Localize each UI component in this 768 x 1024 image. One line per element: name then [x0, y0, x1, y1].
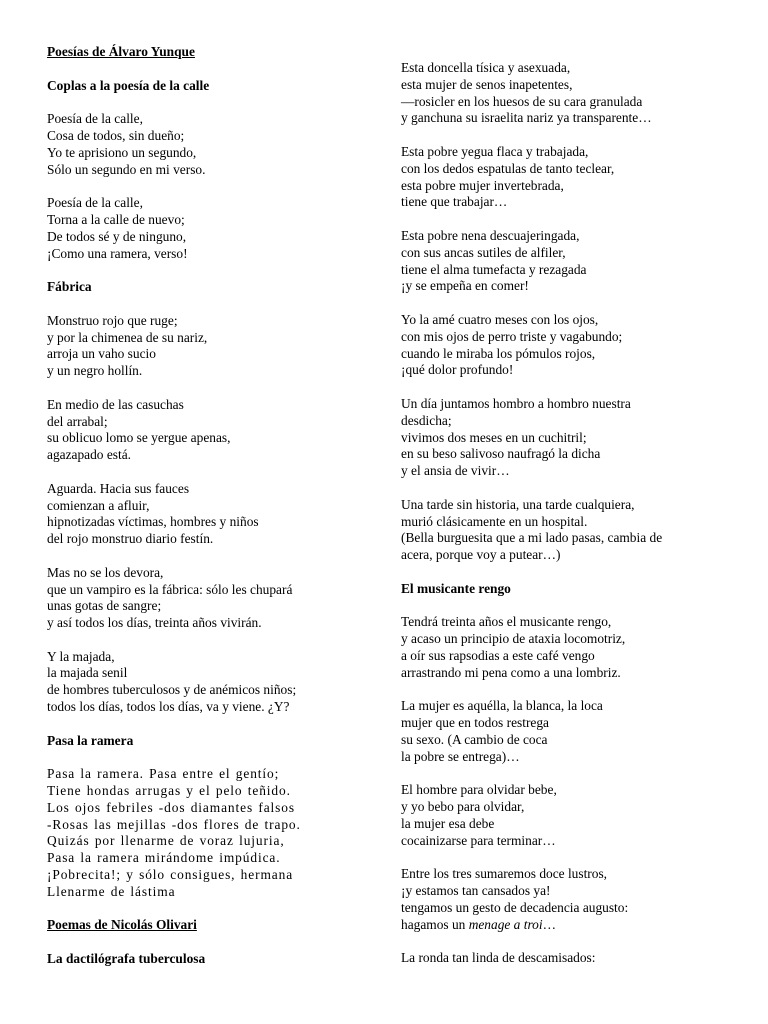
poem-line: cuando le miraba los pómulos rojos,	[401, 345, 596, 361]
poem-line: ¡Pobrecita!; y sólo consigues, hermana	[47, 867, 294, 883]
blank-line	[47, 380, 362, 397]
line-tail: …	[542, 916, 556, 932]
poem-line: su oblicuo lomo se yergue apenas,	[47, 430, 231, 446]
poem-line: Pasa la ramera. Pasa entre el gentío;	[47, 766, 280, 782]
poem-line: acera, porque voy a putear…)	[401, 547, 561, 563]
poem-line: Quizás por llenarme de voraz lujuria,	[47, 833, 285, 849]
poem-line: la pobre se entrega)…	[401, 748, 520, 764]
poem-line: de hombres tuberculosos y de anémicos niños;	[47, 682, 297, 698]
poem-line: su sexo. (A cambio de coca	[401, 731, 548, 747]
poem-line: En medio de las casuchas	[47, 396, 184, 412]
poem-line: Un día juntamos hombro a hombro nuestra	[401, 395, 631, 411]
poem-line: Poesía de la calle,	[47, 195, 143, 211]
poem-line: —rosicler en los huesos de su cara granulada	[401, 93, 643, 109]
blank-line	[47, 61, 362, 78]
poem-line: y ganchuna su israelita nariz ya transparente…	[401, 110, 652, 126]
poem-line: El hombre para olvidar bebe,	[401, 782, 557, 798]
blank-line	[47, 716, 362, 733]
blank-line	[401, 681, 731, 698]
poem-line: hagamos un menage a troi…	[401, 916, 556, 932]
poem-line: la majada senil	[47, 665, 128, 681]
right-column	[401, 60, 731, 967]
section-heading: Coplas a la poesía de la calle	[47, 77, 210, 93]
poem-line: agazapado está.	[47, 447, 132, 463]
poem-line: arrastrando mi pena como a una lombriz.	[401, 664, 621, 680]
poem-line: todos los días, todos los días, va y viene. ¿Y?	[47, 699, 290, 715]
poem-line: Monstruo rojo que ruge;	[47, 312, 178, 328]
poem-line: vivimos dos meses en un cuchitril;	[401, 429, 587, 445]
blank-line	[401, 598, 731, 615]
poem-line: Esta pobre yegua flaca y trabajada,	[401, 143, 589, 159]
blank-line	[401, 480, 731, 497]
section-heading: Pasa la ramera	[47, 732, 134, 748]
left-column	[47, 44, 362, 968]
poem-line: Llenarme de lástima	[47, 883, 176, 899]
poem-line: con mis ojos de perro triste y vagabundo;	[401, 328, 623, 344]
poem-line: Yo la amé cuatro meses con los ojos,	[401, 311, 599, 327]
poem-line: en su beso salivoso naufragó la dicha	[401, 446, 601, 462]
poem-line: ¡y estamos tan cansados ya!	[401, 883, 551, 899]
poem-line: Tiene hondas arrugas y el pelo teñido.	[47, 783, 291, 799]
poem-line: y así todos los días, treinta años vivirán.	[47, 615, 262, 631]
poem-line: y un negro hollín.	[47, 363, 143, 379]
blank-line	[47, 464, 362, 481]
poem-line: tengamos un gesto de decadencia augusto:	[401, 899, 629, 915]
poem-line: Torna a la calle de nuevo;	[47, 211, 185, 227]
poem-line: Tendrá treinta años el musicante rengo,	[401, 614, 612, 630]
poem-line: del arrabal;	[47, 413, 108, 429]
poem-line: con sus ancas sutiles de alfiler,	[401, 244, 566, 260]
poem-line: La mujer es aquélla, la blanca, la loca	[401, 698, 603, 714]
blank-line	[401, 564, 731, 581]
blank-line	[401, 379, 731, 396]
blank-line	[401, 295, 731, 312]
poem-line: comienzan a afluir,	[47, 497, 150, 513]
poem-line: esta pobre mujer invertebrada,	[401, 177, 564, 193]
blank-line	[401, 127, 731, 144]
poem-line: De todos sé y de ninguno,	[47, 228, 187, 244]
blank-line	[47, 901, 362, 918]
poem-line: esta mujer de senos inapetentes,	[401, 76, 573, 92]
poem-line: Yo te aprisiono un segundo,	[47, 144, 197, 160]
poem-line: que un vampiro es la fábrica: sólo les chupará	[47, 581, 293, 597]
poem-line: -Rosas las mejillas -dos flores de trapo.	[47, 816, 301, 832]
blank-line	[401, 933, 731, 950]
poem-line: unas gotas de sangre;	[47, 598, 162, 614]
poem-line: Poesía de la calle,	[47, 111, 143, 127]
poem-line: Los ojos febriles -dos diamantes falsos	[47, 799, 295, 815]
poem-line: y por la chimenea de su nariz,	[47, 329, 208, 345]
poem-line: tiene el alma tumefacta y rezagada	[401, 261, 587, 277]
poem-line: mujer que en todos restrega	[401, 715, 549, 731]
blank-line	[47, 178, 362, 195]
section-heading: La dactilógrafa tuberculosa	[47, 951, 206, 967]
poem-line: Aguarda. Hacia sus fauces	[47, 480, 190, 496]
blank-line	[47, 296, 362, 313]
poem-line: (Bella burguesita que a mi lado pasas, cambia de	[401, 530, 663, 546]
collection-heading: Poesías de Álvaro Yunque	[47, 44, 195, 59]
poem-line: Sólo un segundo en mi verso.	[47, 161, 206, 177]
poem-line: hipnotizadas víctimas, hombres y niños	[47, 514, 259, 530]
poem-line: la mujer esa debe	[401, 815, 495, 831]
blank-line	[47, 749, 362, 766]
blank-line	[401, 765, 731, 782]
poem-line: tiene que trabajar…	[401, 194, 508, 210]
blank-line	[47, 934, 362, 951]
poem-line: ¡y se empeña en comer!	[401, 278, 529, 294]
section-heading: Fábrica	[47, 279, 92, 295]
collection-heading: Poemas de Nicolás Olivari	[47, 917, 197, 933]
poem-line: Pasa la ramera mirándome impúdica.	[47, 850, 281, 866]
blank-line	[47, 548, 362, 565]
blank-line	[47, 632, 362, 649]
poem-line: ¡Como una ramera, verso!	[47, 245, 188, 261]
blank-line	[47, 262, 362, 279]
poem-line: La ronda tan linda de descamisados:	[401, 950, 596, 966]
section-heading: El musicante rengo	[401, 580, 511, 596]
poem-line: Y la majada,	[47, 648, 115, 664]
poem-line: desdicha;	[401, 412, 452, 428]
blank-line	[47, 94, 362, 111]
poem-line: y acaso un principio de ataxia locomotriz,	[401, 631, 626, 647]
poem-line: cocainizarse para terminar…	[401, 832, 556, 848]
poem-line: arroja un vaho sucio	[47, 346, 156, 362]
poem-line: murió clásicamente en un hospital.	[401, 513, 588, 529]
poem-line: Mas no se los devora,	[47, 564, 164, 580]
poem-line: y el ansia de vivir…	[401, 463, 510, 479]
blank-line	[401, 211, 731, 228]
poem-line: ¡qué dolor profundo!	[401, 362, 514, 378]
poem-line: del rojo monstruo diario festín.	[47, 531, 214, 547]
poem-line: Esta pobre nena descuajeringada,	[401, 227, 580, 243]
blank-line	[401, 849, 731, 866]
poem-line: Entre los tres sumaremos doce lustros,	[401, 866, 608, 882]
poem-line: Una tarde sin historia, una tarde cualquiera,	[401, 496, 635, 512]
poem-line: Esta doncella tísica y asexuada,	[401, 60, 571, 75]
poem-line: Cosa de todos, sin dueño;	[47, 127, 185, 143]
poem-line: y yo bebo para olvidar,	[401, 799, 525, 815]
poem-line: con los dedos espatulas de tanto teclear,	[401, 160, 615, 176]
italic-phrase: menage a troi	[468, 916, 543, 932]
poem-line: a oír sus rapsodias a este café vengo	[401, 647, 595, 663]
